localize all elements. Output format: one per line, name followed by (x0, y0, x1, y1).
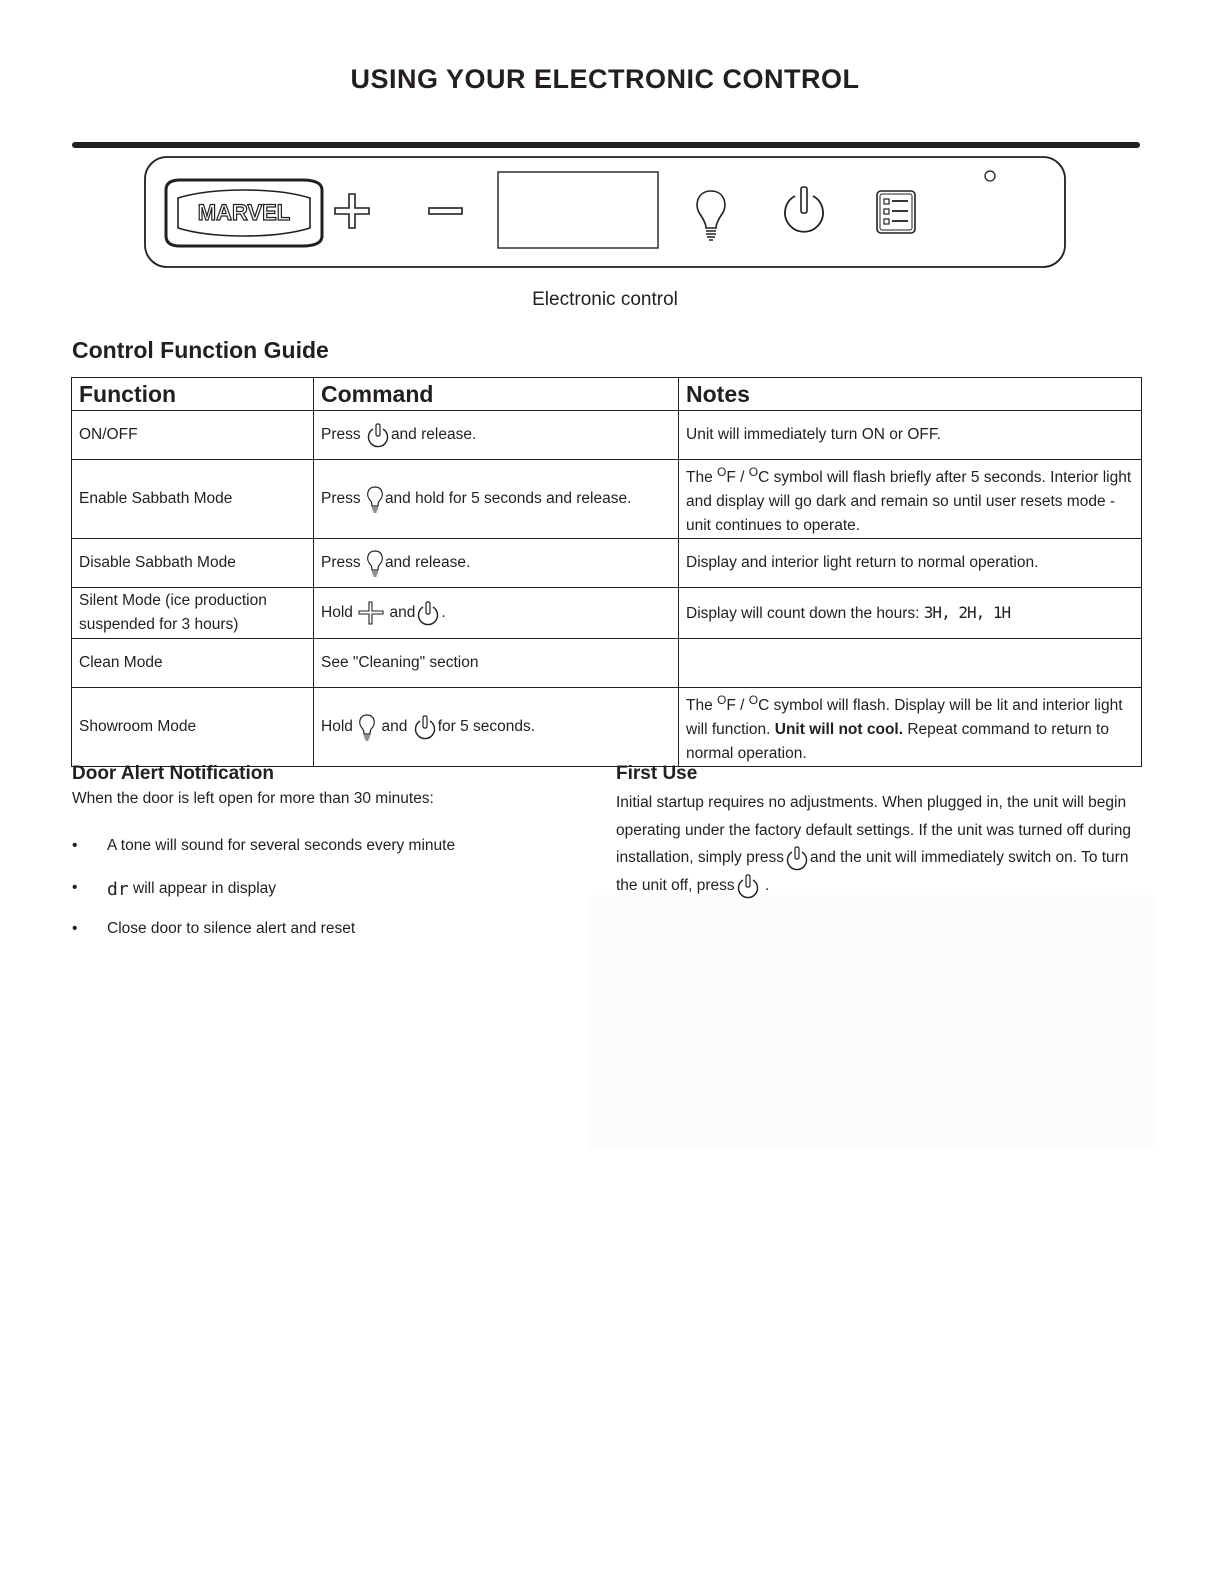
bullet: • (72, 920, 78, 937)
list-item (72, 830, 455, 872)
command-text: and hold for 5 seconds and release. (384, 490, 632, 508)
command-text: and (381, 718, 408, 736)
row-command (314, 688, 679, 767)
first-use-title: First Use (616, 763, 698, 784)
header-rule (72, 142, 1140, 148)
table-row (72, 460, 1142, 539)
countdown-separator: , (941, 602, 950, 622)
row-notes (679, 460, 1142, 539)
row-function: ON/OFF (72, 411, 314, 460)
dr-display-code: dr (107, 878, 129, 900)
light-bulb-icon (357, 713, 377, 741)
guide-title: Control Function Guide (72, 337, 329, 363)
degree-symbol: O (717, 693, 727, 708)
countdown-value: 2H (958, 602, 976, 622)
table-row (72, 411, 1142, 460)
power-icon (415, 600, 441, 626)
first-use-text: and the unit will immediately switch on. To turn the unit off, press (616, 849, 1129, 895)
command-text: Press (321, 554, 361, 572)
command-text: and release. (384, 554, 471, 572)
function-text: suspended for 3 hours) (79, 616, 239, 634)
command-text: Press (321, 426, 361, 444)
first-use-text: Initial startup requires no adjustments. When plugged in, the unit will begin operating under the factory default settings. If the unit was turned off during installation, simply press (616, 794, 1131, 867)
row-function: Disable Sabbath Mode (72, 539, 314, 588)
header-function: Function (72, 378, 314, 411)
degree-symbol: O (717, 465, 727, 479)
row-function: Enable Sabbath Mode (72, 460, 314, 539)
door-alert-list (72, 830, 455, 955)
degree-symbol: O (748, 465, 759, 479)
control-panel-svg (144, 156, 1068, 270)
light-bulb-icon (365, 485, 385, 513)
notes-text: C symbol will flash briefly after 5 seconds. Interior light and display will go dark and remain so until user resets mode - unit continues to operate. (686, 469, 1132, 535)
page-title: USING YOUR ELECTRONIC CONTROL (350, 64, 860, 94)
table-header-row (72, 378, 1142, 411)
list-item-text: Close door to silence alert and reset (107, 920, 356, 937)
list-item-text: A tone will sound for several seconds every minute (107, 837, 456, 854)
light-bulb-icon (365, 549, 385, 577)
table-row (72, 588, 1142, 639)
panel-caption: Electronic control (532, 289, 678, 310)
table-row (72, 688, 1142, 767)
marvel-logo-text: MARVEL (197, 200, 291, 225)
door-alert-title: Door Alert Notification (72, 763, 274, 784)
notes-text: Display will count down the hours: (686, 604, 920, 622)
countdown-value: 1H (992, 602, 1011, 622)
table-row (72, 639, 1142, 688)
header-command: Command (314, 378, 679, 411)
power-icon (412, 714, 438, 740)
command-text: and release. (390, 426, 477, 444)
first-use-text: . (764, 877, 770, 895)
power-icon (735, 873, 761, 899)
list-item-text: will appear in display (133, 879, 277, 897)
notes-text: The (686, 469, 713, 487)
door-alert-intro: When the door is left open for more than 30 minutes: (72, 790, 434, 807)
notes-text: F / (726, 697, 745, 715)
function-text: Silent Mode (ice production (79, 592, 267, 610)
row-function: Clean Mode (72, 639, 314, 688)
notes-text: Repeat command to return to normal operation. (686, 721, 1109, 763)
notes-text: C symbol will flash. Display will be lit and interior light will function. (686, 697, 1123, 739)
command-text: Hold (321, 604, 353, 622)
table-row (72, 539, 1142, 588)
command-text: for 5 seconds. (437, 718, 536, 736)
row-command: See "Cleaning" section (314, 639, 679, 688)
row-command (314, 588, 679, 639)
command-text: . (441, 604, 446, 622)
row-notes (679, 639, 1142, 688)
command-text: and (389, 604, 416, 622)
degree-symbol: O (748, 693, 759, 708)
control-function-table (71, 377, 1142, 767)
row-notes: Display and interior light return to normal operation. (679, 539, 1142, 588)
header-notes: Notes (679, 378, 1142, 411)
row-notes (679, 588, 1142, 639)
row-function: Showroom Mode (72, 688, 314, 767)
command-text: Press (321, 490, 361, 508)
row-command (314, 460, 679, 539)
power-icon (365, 422, 391, 448)
list-item (72, 913, 455, 955)
control-panel-illustration (144, 156, 1068, 275)
row-command (314, 411, 679, 460)
row-command (314, 539, 679, 588)
row-notes: Unit will immediately turn ON or OFF. (679, 411, 1142, 460)
row-function (72, 588, 314, 639)
background-shade (588, 895, 1154, 1150)
command-text: Hold (321, 718, 353, 736)
notes-warning: Unit will not cool. (774, 721, 904, 739)
power-icon (784, 845, 810, 871)
row-notes (679, 688, 1142, 767)
countdown-display (924, 603, 1010, 622)
countdown-value: 3H (923, 602, 942, 622)
first-use-body (616, 789, 1146, 900)
notes-text: The (686, 697, 713, 715)
list-item (72, 872, 455, 914)
countdown-separator: , (975, 602, 985, 622)
bullet: • (72, 878, 78, 896)
bullet: • (72, 837, 78, 854)
notes-text: F / (726, 469, 745, 487)
plus-icon (357, 600, 385, 626)
